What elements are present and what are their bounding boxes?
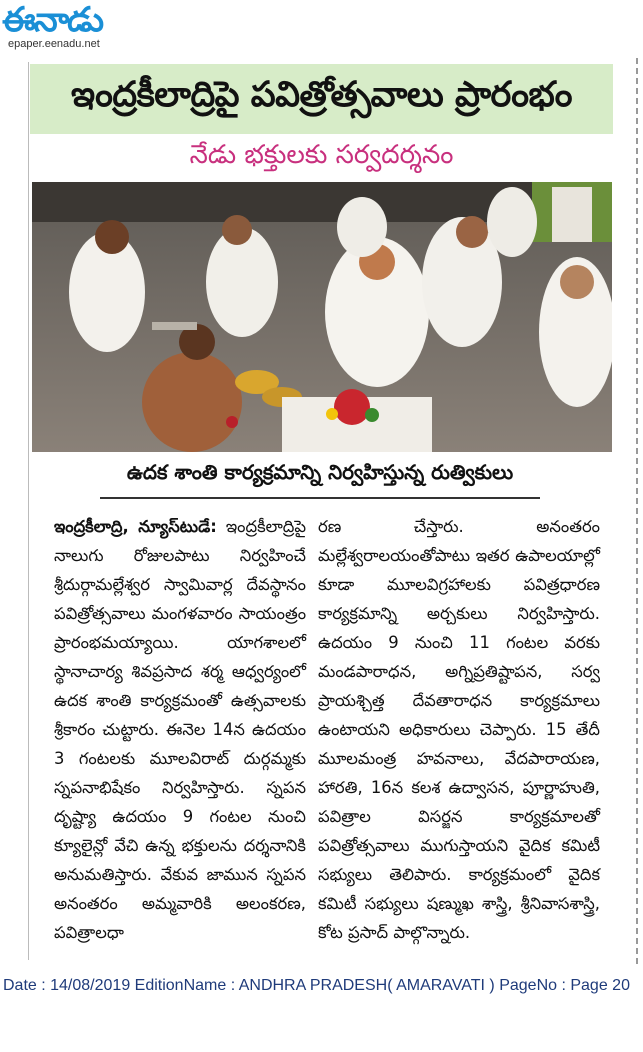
eenadu-logo[interactable]: ఈనాడు (2, 0, 103, 40)
dateline: ఇంద్రకీలాద్రి, న్యూస్‌టుడే: (54, 517, 217, 536)
article-column-1 (54, 512, 306, 947)
headline-box (30, 64, 613, 134)
article-column-2 (318, 512, 600, 947)
headline: ఇంద్రకీలాద్రిపై పవిత్రోత్సవాలు ప్రారంభం (70, 75, 573, 115)
epaper-url: epaper.eenadu.net (8, 38, 100, 50)
article-text-1: ఇంద్రకీలాద్రిపై నాలుగు రోజులపాటు నిర్వహించే శ్రీదుర్గామల్లేశ్వర స్వామివార్ల దేవస్థానం పవిత్రోత్సవాలు మంగళవారం సాయంత్రం ప్రారంభమయ్యాయి. యాగశాలలో స్థానాచార్య శివప్రసాద శర్మ ఆధ్వర్యంలో ఉదక శాంతి కార్యక్రమంతో ఉత్సవాలకు శ్రీకారం చుట్టారు. ఈనెల 14న ఉదయం 3 గంటలకు మూలవిరాట్ దుర్గమ్మకు స్నపనాభిషేకం నిర్వహిస్తారు. స్నపన దృష్ట్యా ఉదయం 9 గంటల నుంచి క్యూలైన్లో వేచి ఉన్న భక్తులను దర్శనానికి అనుమతిస్తారు. వేకువ జామున స్నపన అనంతరం అమ్మవారికి అలంకరణ, పవిత్రాలధా (54, 517, 307, 942)
news-photo (32, 182, 612, 452)
masthead (2, 0, 152, 54)
cut-line (636, 58, 639, 964)
subheadline: నేడు భక్తులకు సర్వదర్శనం (189, 140, 454, 170)
photo-caption: ఉదక శాంతి కార్యక్రమాన్ని నిర్వహిస్తున్న రుత్వికులు (100, 460, 540, 499)
article-text-2: రణ చేస్తారు. అనంతరం మల్లేశ్వరాలయంతోపాటు ఇతర ఉపాలయాల్లో కూడా మూలవిగ్రహాలకు పవిత్రధారణ కార్యక్రమాన్ని అర్చకులు నిర్వహిస్తారు. ఉదయం 9 నుంచి 11 గంటల వరకు మండపారాధన, అగ్నిప్రతిష్టాపన, సర్వ ప్రాయశ్చిత్త దేవతారాధన కార్యక్రమాలు ఉంటాయని అధికారులు చెప్పారు. 15 తేదీ మూలమంత్ర హవనాలు, వేదపారాయణ, హారతి, 16న కలశ ఉద్వాసన, పూర్ణాహుతి, పవిత్రాల విసర్జన కార్యక్రమాలతో పవిత్రోత్సవాలు ముగుస్తాయని వైదిక కమిటీ సభ్యులు తెలిపారు. కార్యక్రమంలో వైదిక కమిటీ సభ్యులు షణ్ముఖ శాస్త్రి, శ్రీనివాసశాస్త్రి, కోట ప్రసాద్ పాల్గొన్నారు. (318, 517, 600, 942)
edition-footer: Date : 14/08/2019 EditionName : ANDHRA PRADESH( AMARAVATI ) PageNo : Page 20 (3, 977, 630, 994)
